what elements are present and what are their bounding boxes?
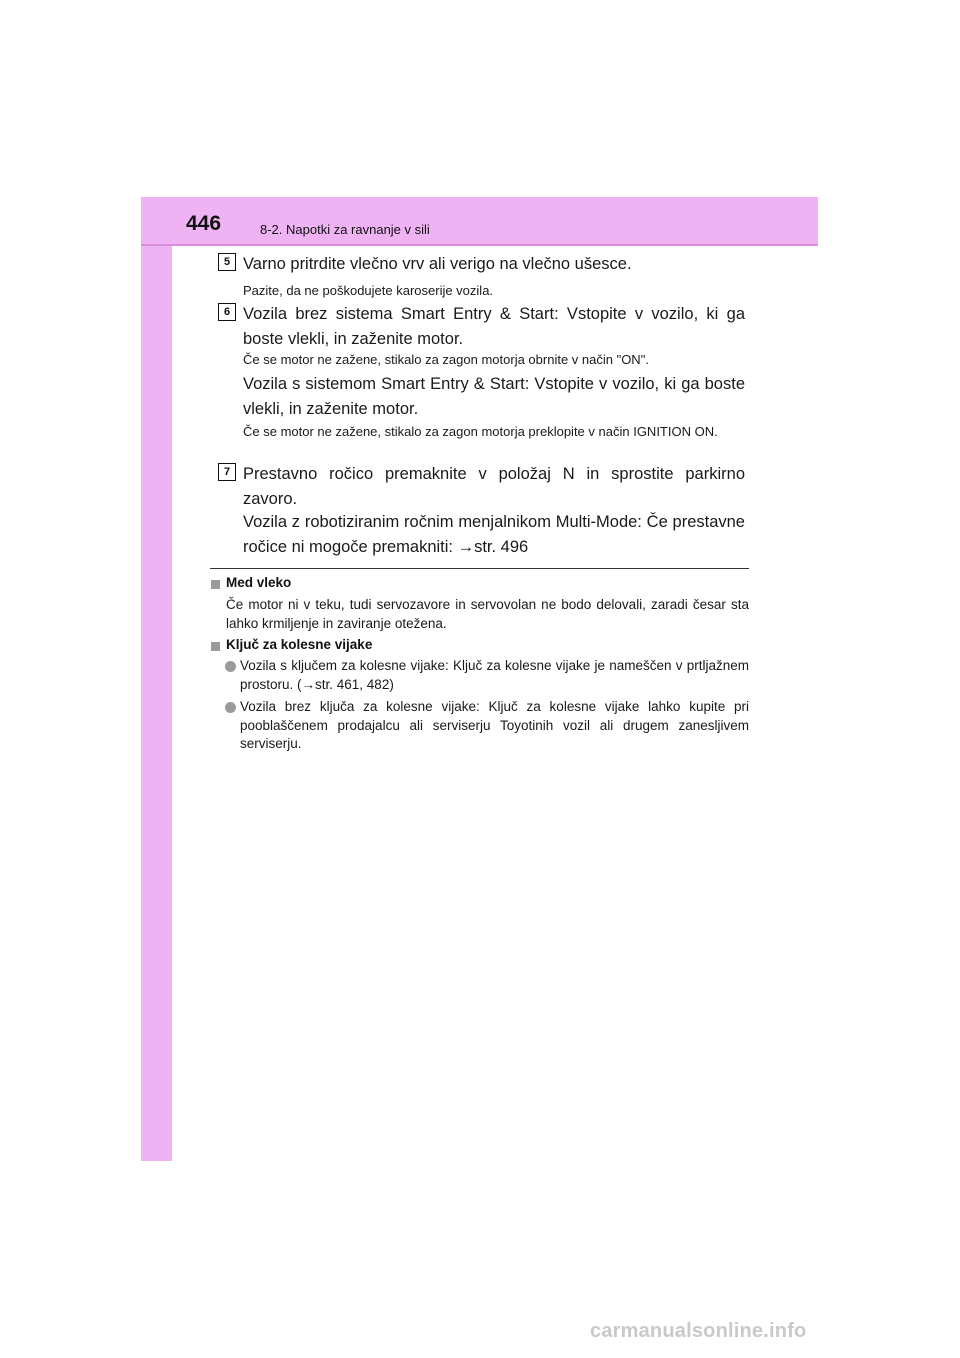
watermark: carmanualsonline.info (590, 1320, 807, 1342)
header-rule (141, 244, 818, 246)
kljuc-heading: Ključ za kolesne vijake (226, 637, 373, 652)
bullet-dot (225, 702, 236, 713)
step-7-text: Prestavno ročico premaknite v položaj N in sprostite parkirno zavoro. (243, 465, 745, 508)
bullet-dot (225, 661, 236, 672)
square-marker (211, 580, 220, 589)
kljuc-bullet-2: Vozila brez ključa za kolesne vijake: Ključ za kolesne vijake lahko kupite pri pooblaščenem prodajalcu ali serviserju Toyotinih vozil ali drugem zanesljivem serviserju. (240, 699, 749, 751)
section-divider (210, 568, 749, 569)
kljuc-bullet-1: Vozila s ključem za kolesne vijake: Ključ za kolesne vijake je nameščen v prtljažnem prostoru. (→str. 461, 482) (240, 658, 749, 692)
step-6-note-alt: Če se motor ne zažene, stikalo za zagon motorja preklopite v način IGNITION ON. (243, 424, 718, 439)
med-vleko-text: Če motor ni v teku, tudi servozavore in servovolan ne bodo delovali, zaradi česar sta lahko krmiljenje in zaviranje otežena. (226, 597, 749, 631)
square-marker (211, 642, 220, 651)
step-6-note: Če se motor ne zažene, stikalo za zagon motorja obrnite v način "ON". (243, 352, 649, 367)
med-vleko-heading: Med vleko (226, 575, 292, 590)
step-number-6: 6 (218, 303, 236, 321)
step-5-note: Pazite, da ne poškodujete karoserije vozila. (243, 283, 494, 298)
page-number: 446 (186, 212, 222, 235)
section-title: 8-2. Napotki za ravnanje v sili (260, 222, 430, 237)
side-band (141, 197, 172, 1161)
page-header (141, 197, 818, 246)
step-6-text-alt: Vozila s sistemom Smart Entry & Start: Vstopite v vozilo, ki ga boste vlekli, in zaženite motor. (243, 375, 745, 418)
step-number-7: 7 (218, 463, 236, 481)
step-6-text: Vozila brez sistema Smart Entry & Start: Vstopite v vozilo, ki ga boste vlekli, in zaženite motor. (243, 305, 745, 348)
step-number-5: 5 (218, 253, 236, 271)
step-5-text: Varno pritrdite vlečno vrv ali verigo na vlečno ušesce. (243, 255, 632, 273)
step-7-text-alt: Vozila z robotiziranim ročnim menjalnikom Multi-Mode: Če prestavne ročice ni mogoče premakniti: →str. 496 (243, 513, 745, 556)
